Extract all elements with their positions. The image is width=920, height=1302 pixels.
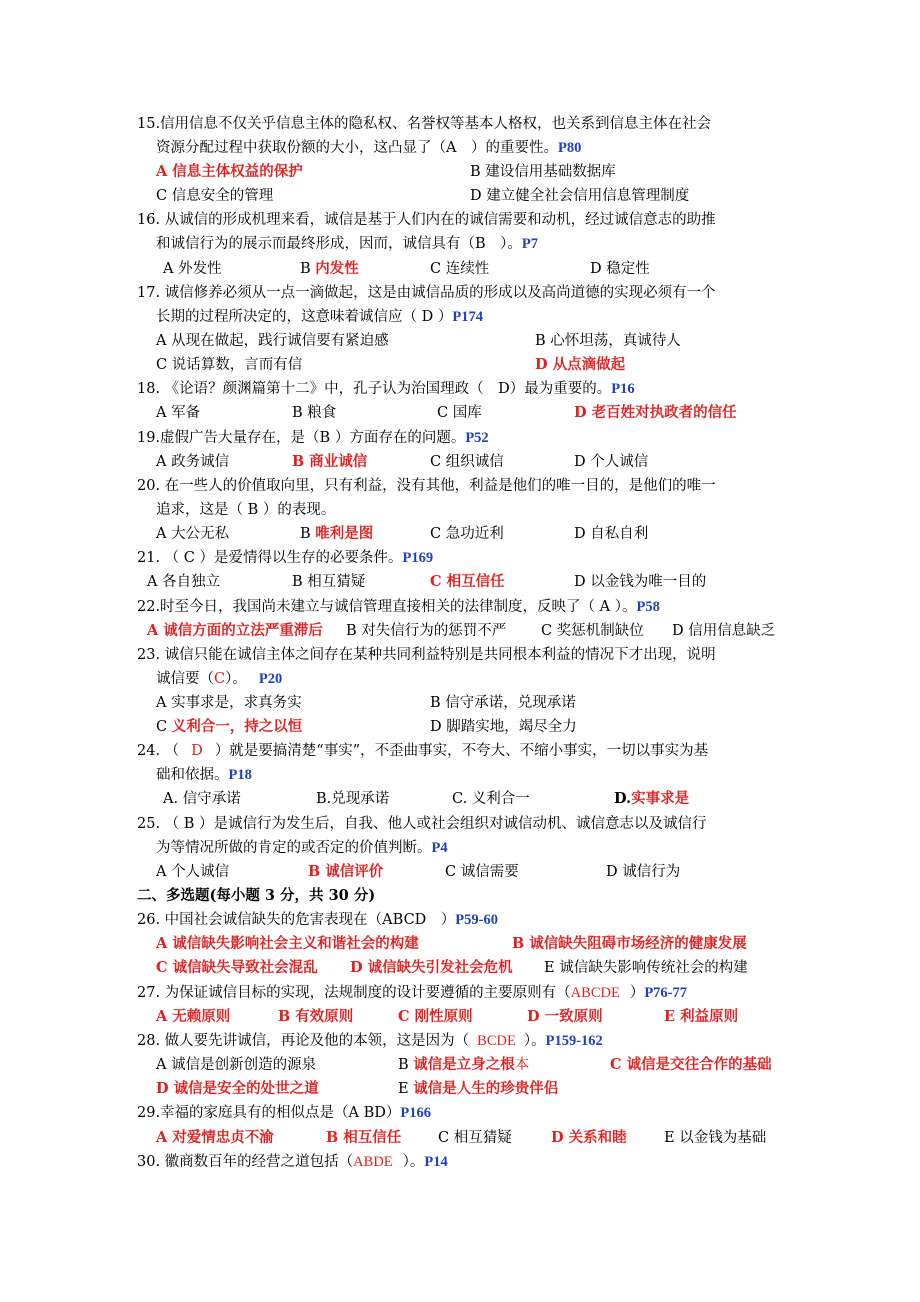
option-27e: E 利益原则 [664,1008,739,1025]
question-20-line-2: 追求，这是（ B ）的表现。 [156,502,336,518]
option-29d: D 关系和睦 [551,1129,627,1146]
question-30-line-1 [137,1152,448,1172]
question-25-line-2 [156,838,448,858]
option-23b: B 信守承诺，兑现承诺 [430,695,576,711]
question-23-text-tail: ）。 [225,671,247,687]
option-24b: B.兑现承诺 [316,791,390,807]
option-19d: D 个人诚信 [574,454,649,470]
option-28e-letter: E [398,1081,414,1097]
question-27-text: 27. 为保证诚信目标的实现，法规制度的设计要遵循的主要原则有（ [137,985,571,1001]
option-19c: C 组织诚信 [430,454,504,470]
option-24d [614,789,689,809]
option-16b-text: 内发性 [315,260,359,277]
option-17d: D 从点滴做起 [535,356,626,373]
question-19-line-1 [137,428,489,448]
option-29b: B 相互信任 [326,1129,402,1146]
question-24-text: 24. （ [137,743,180,759]
option-22a: A 诚信方面的立法严重滞后 [147,622,323,639]
option-18d [574,403,737,423]
page-ref-23: P20 [258,671,283,687]
option-28d: D 诚信是安全的处世之道 [156,1080,319,1097]
option-18b: B 粮食 [292,405,337,421]
option-18a: A 军备 [156,405,201,421]
question-28-text-tail: ）。 [523,1033,546,1049]
option-21c: C 相互信任 [430,573,505,590]
question-28-line-1 [137,1031,603,1051]
question-25-text: 为等情况所做的肯定的或否定的价值判断。 [156,840,432,856]
option-24a: A. 信守承诺 [163,791,241,807]
question-30-text: 30. 徽商数百年的经营之道包括（ [137,1154,354,1170]
question-30-text-tail: ）。 [402,1154,425,1170]
question-27-answer: ABCDE [570,985,620,1001]
option-19b: B 商业诚信 [292,453,368,470]
option-29c: C 相互猜疑 [438,1130,512,1146]
option-20c: C 急功近利 [430,526,504,542]
page-ref-16: P7 [521,236,539,252]
option-23d: D 脚踏实地，竭尽全力 [430,719,577,735]
option-15c: C 信息安全的管理 [156,188,274,204]
option-21d: D 以金钱为唯一目的 [574,574,707,590]
option-22c: C 奖惩机制缺位 [541,623,644,639]
question-23-answer: C [214,671,226,687]
page-ref-21: P169 [402,550,434,566]
option-25b: B 诚信评价 [308,863,384,880]
question-15-text: 资源分配过程中获取份额的大小，这凸显了（A ）的重要性。 [156,140,558,156]
question-26-line-1 [137,910,498,930]
question-15-line-1: 15.信用信息不仅关乎信息主体的隐私权、名誉权等基本人格权，也关系到信息主体在社会 [137,116,712,132]
question-24-answer: D [191,743,203,759]
question-16-line-2 [156,234,538,254]
option-16b [300,259,359,279]
option-23a: A 实事求是，求真务实 [156,695,302,711]
question-17-text: 长期的过程所决定的，这意味着诚信应（ D ） [156,309,453,325]
question-23-line-2 [156,669,282,689]
option-28b [398,1055,529,1075]
option-26d: D 诚信缺失引发社会危机 [350,959,513,976]
question-25-line-1: 25. （ B ）是诚信行为发生后，自我、他人或社会组织对诚信动机、诚信意志以及诚信行 [137,816,707,832]
question-26-text: 26. 中国社会诚信缺失的危害表现在（ABCD ） [137,912,456,928]
option-23c [156,717,302,737]
question-29-line-1 [137,1103,431,1123]
option-28b-letter: B [398,1057,414,1073]
option-24d-text: 实事求是 [631,790,690,807]
option-20a: A 大公无私 [156,526,230,542]
page-ref-17: P174 [452,309,483,325]
page-ref-26: P59-60 [455,912,498,928]
question-21-line-1 [137,548,433,568]
page-ref-22: P58 [636,599,660,615]
option-26c: C 诚信缺失导致社会混乱 [156,959,318,976]
option-21a: A 各自独立 [147,574,221,590]
option-21b: B 相互猜疑 [292,574,366,590]
page-ref-25: P4 [431,840,448,856]
option-15a: A 信息主体权益的保护 [156,163,303,180]
option-16a: A 外发性 [163,261,222,277]
option-29e: E 以金钱为基础 [664,1130,767,1146]
question-24-line-2 [156,765,252,785]
page-ref-27: P76-77 [644,985,688,1001]
question-16-line-1: 16. 从诚信的形成机理来看，诚信是基于人们内在的诚信需要和动机，经过诚信意志的助推 [137,212,716,228]
question-23-text: 诚信要（ [156,671,214,687]
option-29a: A 对爱情忠贞不渝 [156,1129,274,1146]
page-ref-28: P159-162 [545,1033,603,1049]
option-26b: B 诚信缺失阻碍市场经济的健康发展 [512,935,747,952]
option-22d: D 信用信息缺乏 [672,623,776,639]
option-20d: D 自私自利 [574,526,649,542]
option-24d-letter: D. [614,790,632,807]
page-ref-15: P80 [557,140,582,156]
option-27c: C 刚性原则 [398,1008,473,1025]
option-26e: E 诚信缺失影响传统社会的构建 [544,960,748,976]
question-23-line-1: 23. 诚信只能在诚信主体之间存在某种共同利益特别是共同根本利益的情况下才出现，说明 [137,647,716,663]
option-22b: B 对失信行为的惩罚不严 [346,623,507,639]
option-27d: D 一致原则 [527,1008,603,1025]
option-16d: D 稳定性 [590,261,650,277]
option-25a: A 个人诚信 [156,864,230,880]
question-24-line-1 [137,741,708,761]
question-28-answer: BCDE [477,1033,516,1049]
option-23c-text: 义利合一，持之以恒 [171,718,303,735]
question-17-line-1: 17. 诚信修养必须从一点一滴做起，这是由诚信品质的形成以及高尚道德的实现必须有一个 [137,285,716,301]
option-20b-text: 唯利是图 [315,525,374,542]
page-ref-29: P166 [400,1105,432,1121]
page-ref-24: P18 [228,767,252,783]
option-20b-letter: B [300,526,316,542]
page-ref-19: P52 [465,430,489,446]
option-16c: C 连续性 [430,261,490,277]
question-22-text: 22.时至今日，我国尚未建立与诚信管理直接相关的法律制度，反映了（ A ）。 [137,599,637,615]
option-17a: A 从现在做起，践行诚信要有紧迫感 [156,333,389,349]
question-22-line-1 [137,597,660,617]
page-ref-30: P14 [424,1154,448,1170]
page-ref-18: P16 [611,381,635,397]
question-16-text: 和诚信行为的展示而最终形成，因而，诚信具有（B ）。 [156,236,522,252]
question-19-text: 19.虚假广告大量存在，是（B ）方面存在的问题。 [137,430,466,446]
question-24-text-2: 础和依据。 [156,767,229,783]
option-23c-letter: C [156,719,172,735]
question-28-text: 28. 做人要先讲诚信，再论及他的本领，这是因为（ [137,1033,470,1049]
option-17b: B 心怀坦荡，真诚待人 [535,333,681,349]
option-20b [300,524,373,544]
question-27-line-1 [137,983,687,1003]
option-15b: B 建设信用基础数据库 [470,164,616,180]
question-24-text-tail: ）就是要搞清楚“事实”，不歪曲事实，不夸大、不缩小事实，一切以事实为基 [214,743,709,759]
option-19a: A 政务诚信 [156,454,230,470]
option-28c: C 诚信是交往合作的基础 [610,1056,772,1073]
option-18d-text: D 老百姓对执政者的信任 [574,404,737,421]
option-24c: C. 义利合一 [452,791,530,807]
option-28e [398,1079,558,1099]
question-20-line-1: 20. 在一些人的价值取向里，只有利益，没有其他，利益是他们的唯一目的，是他们的唯一 [137,478,716,494]
option-17c: C 说话算数，言而有信 [156,357,303,373]
option-26a: A 诚信缺失影响社会主义和谐社会的构建 [156,935,419,952]
question-18-text: 18. 《论语？颜渊篇第十二》中，孔子认为治国理政（ D）最为重要的。 [137,381,612,397]
option-27a: A 无赖原则 [156,1008,231,1025]
option-25d: D 诚信行为 [606,864,681,880]
question-30-answer: ABDE [353,1154,393,1170]
question-15-line-2 [156,138,581,158]
question-18-line-1 [137,379,635,399]
question-21-text: 21. （ C ）是爱情得以生存的必要条件。 [137,550,403,566]
question-29-text: 29.幸福的家庭具有的相似点是（A BD） [137,1105,401,1121]
option-28a: A 诚信是创新创造的源泉 [156,1057,317,1073]
option-18c: C 国库 [437,405,482,421]
option-28b-tail: 本 [514,1057,530,1073]
option-15d: D 建立健全社会信用信息管理制度 [470,188,690,204]
option-16b-letter: B [300,261,316,277]
option-28e-text: 诚信是人生的珍贵伴侣 [413,1080,559,1097]
option-27b: B 有效原则 [278,1008,354,1025]
option-25c: C 诚信需要 [445,864,519,880]
option-28b-text: 诚信是立身之根 [413,1056,515,1073]
section-heading: 二、多选题(每小题 3 分，共 30 分) [137,887,376,904]
question-17-line-2 [156,307,483,327]
question-27-text-tail: ） [629,985,645,1001]
